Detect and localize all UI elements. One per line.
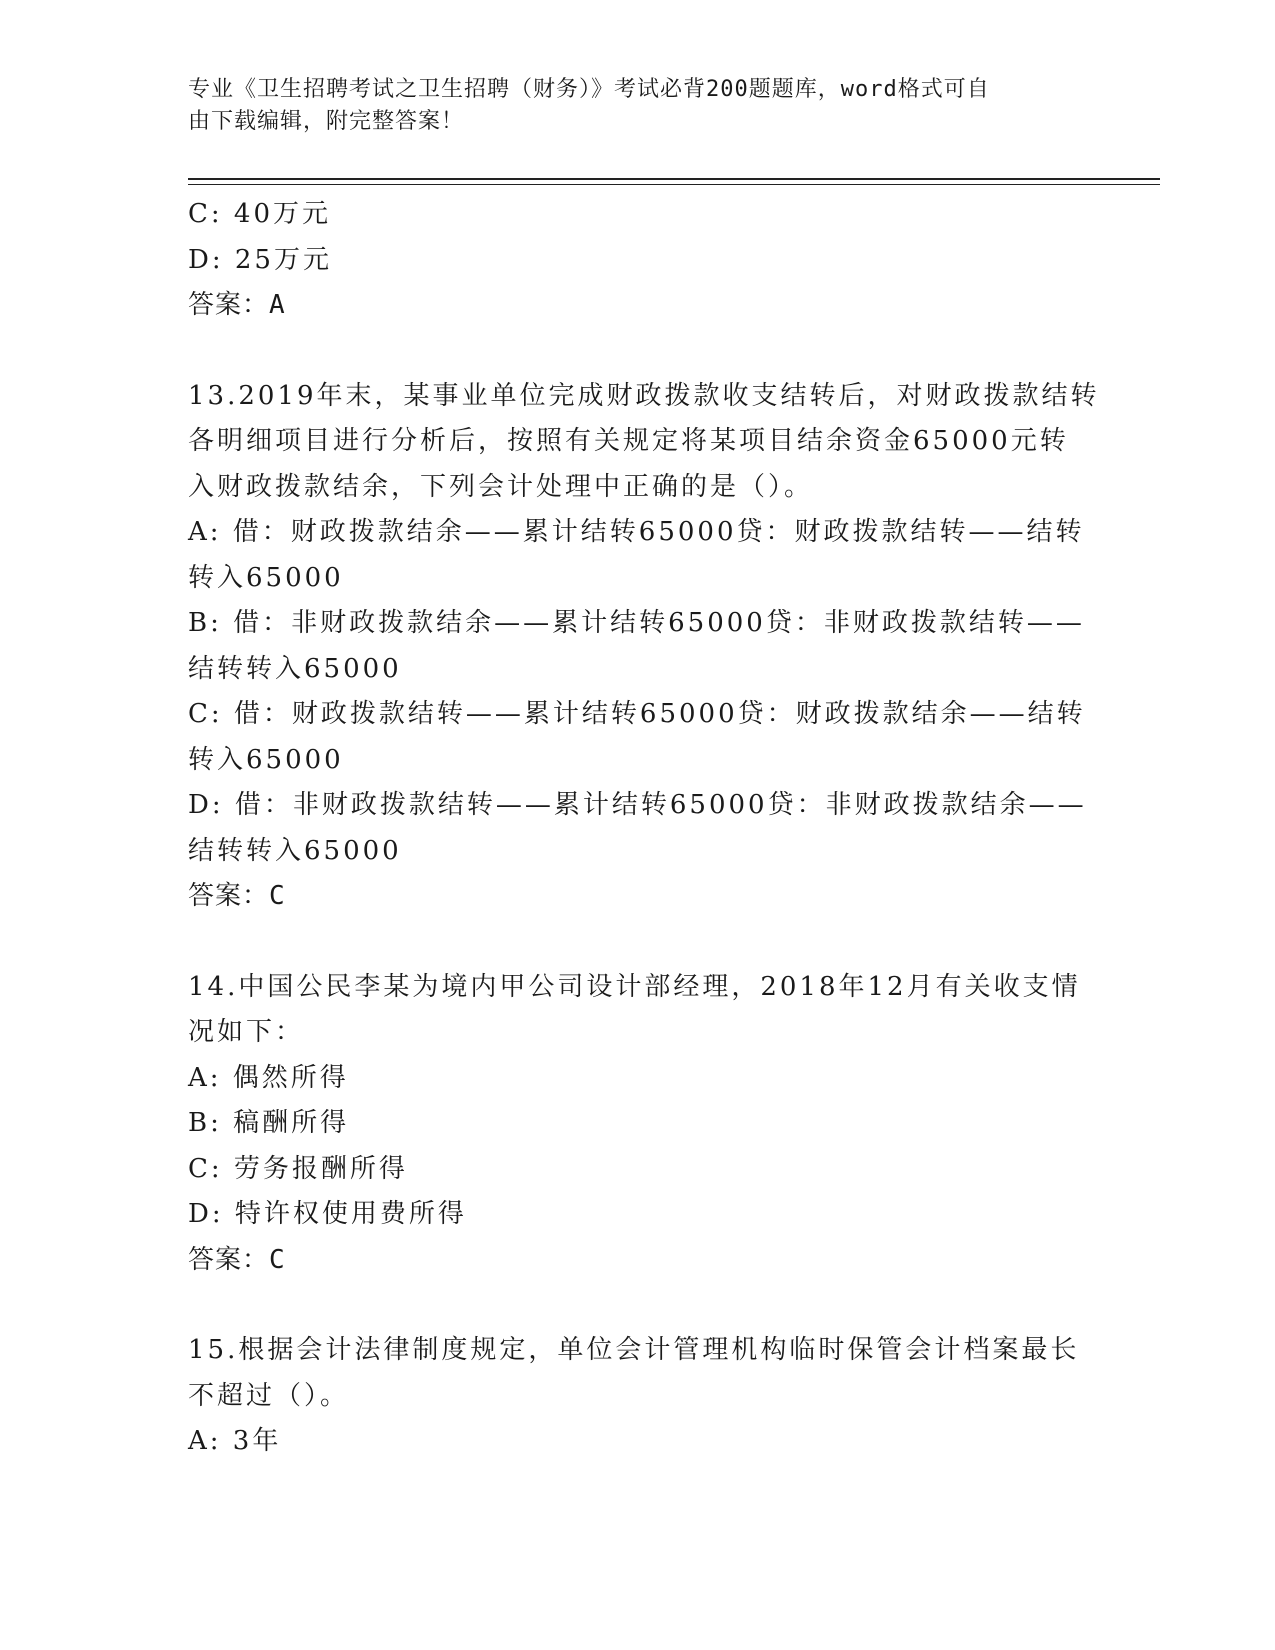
- option-b: B: 稿酬所得: [188, 1108, 350, 1138]
- option-a: A: 3年: [188, 1426, 282, 1456]
- option-b: B: 借：非财政拨款结余——累计结转65000贷：非财政拨款结转——: [188, 608, 1085, 638]
- header-rule-thin: [188, 184, 1160, 185]
- question-stem-line: 13.2019年末，某事业单位完成财政拨款收支结转后，对财政拨款结转: [188, 380, 1100, 411]
- option-c: C: 借：财政拨款结转——累计结转65000贷：财政拨款结余——结转: [188, 699, 1086, 729]
- question-stem-line: 各明细项目进行分析后，按照有关规定将某项目结余资金65000元转: [188, 426, 1069, 456]
- option-d-cont: 结转转入65000: [188, 835, 402, 866]
- question-stem-line: 14.中国公民李某为境内甲公司设计部经理，2018年12月有关收支情: [188, 971, 1081, 1002]
- spacer: [188, 920, 1088, 965]
- header-line-2: 由下载编辑，附完整答案！: [188, 109, 465, 134]
- answer-line: 答案：A: [188, 290, 286, 320]
- spacer: [188, 1283, 1088, 1328]
- question-stem-line: 况如下：: [188, 1017, 305, 1047]
- question-stem-line: 15.根据会计法律制度规定，单位会计管理机构临时保管会计档案最长: [188, 1335, 1080, 1365]
- document-body: [188, 192, 1100, 1465]
- option-d: D: 借：非财政拨款结转——累计结转65000贷：非财政拨款结余——: [188, 790, 1087, 820]
- question-stem-line: 入财政拨款结余，下列会计处理中正确的是（）。: [188, 471, 814, 502]
- answer-line: 答案：C: [188, 881, 286, 911]
- question-13: [188, 374, 1100, 920]
- question-14: [188, 965, 1088, 1284]
- question-15: [188, 1328, 1088, 1465]
- question-stem-line: 不超过（）。: [188, 1380, 350, 1411]
- option-a: A: 借：财政拨款结余——累计结转65000贷：财政拨款结转——结转: [188, 517, 1085, 547]
- option-c: C: 劳务报酬所得: [188, 1153, 408, 1184]
- option-b-cont: 结转转入65000: [188, 653, 402, 684]
- header-rule-thick: [188, 178, 1160, 180]
- option-c: C: 40万元: [188, 199, 332, 229]
- header-line-1: 专业《卫生招聘考试之卫生招聘（财务）》考试必背200题题库，word格式可自: [188, 77, 990, 102]
- option-d: D: 特许权使用费所得: [188, 1199, 467, 1229]
- option-a-cont: 转入65000: [188, 562, 344, 593]
- option-d: D: 25万元: [188, 244, 332, 275]
- answer-line: 答案：C: [188, 1244, 286, 1275]
- option-c-cont: 转入65000: [188, 744, 344, 775]
- question-12-tail: [188, 192, 1088, 329]
- option-a: A: 偶然所得: [188, 1062, 349, 1093]
- spacer: [188, 329, 1088, 374]
- document-header: [188, 74, 1088, 138]
